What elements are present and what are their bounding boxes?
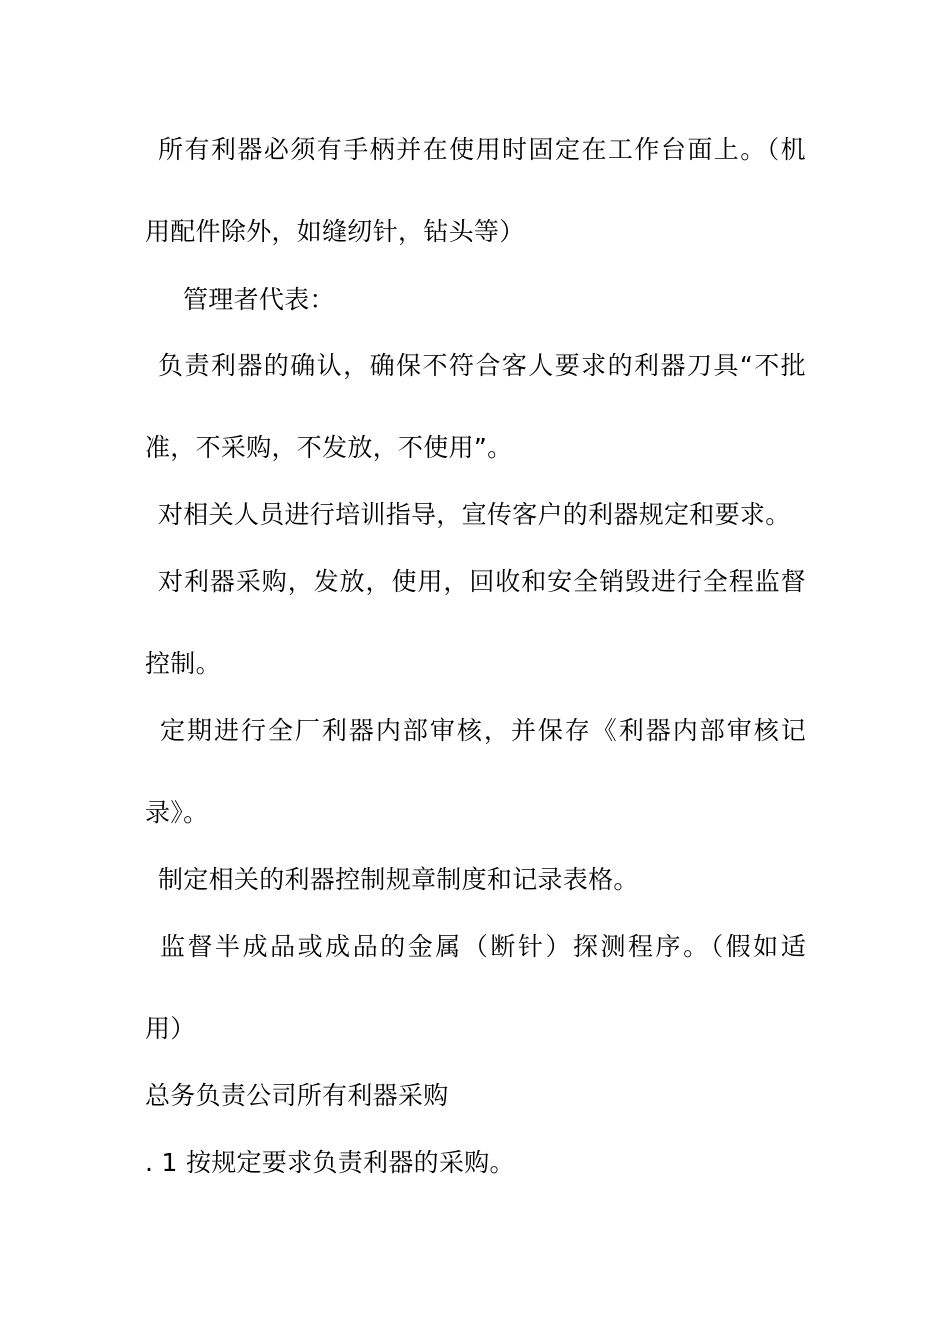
paragraph-line-13: 用） — [145, 1014, 196, 1043]
paragraph-line-10: 录》。 — [145, 798, 209, 827]
list-item-1: . 1 按规定要求负责利器的采购。 — [145, 1148, 515, 1177]
paragraph-line-8: 控制。 — [145, 649, 221, 678]
paragraph-line-5: 准，不采购，不发放，不使用”。 — [145, 433, 513, 462]
paragraph-line-1: 所有利器必须有手柄并在使用时固定在工作台面上。（机 — [158, 135, 806, 164]
section-heading-management-rep: 管理者代表： — [183, 285, 335, 314]
paragraph-line-4: 负责利器的确认，确保不符合客人要求的利器刀具“不批 — [158, 351, 806, 380]
paragraph-line-2: 用配件除外，如缝纫针，钻头等） — [145, 217, 525, 246]
paragraph-line-11: 制定相关的利器控制规章制度和记录表格。 — [158, 865, 639, 894]
paragraph-line-7: 对利器采购，发放，使用，回收和安全销毁进行全程监督 — [158, 567, 806, 596]
section-heading-general-affairs: 总务负责公司所有利器采购 — [145, 1081, 449, 1110]
paragraph-line-12: 监督半成品或成品的金属（断针）探测程序。（假如适 — [160, 932, 806, 961]
paragraph-line-6: 对相关人员进行培训指导，宣传客户的利器规定和要求。 — [158, 500, 791, 529]
paragraph-line-9: 定期进行全厂利器内部审核，并保存《利器内部审核记 — [160, 716, 806, 745]
